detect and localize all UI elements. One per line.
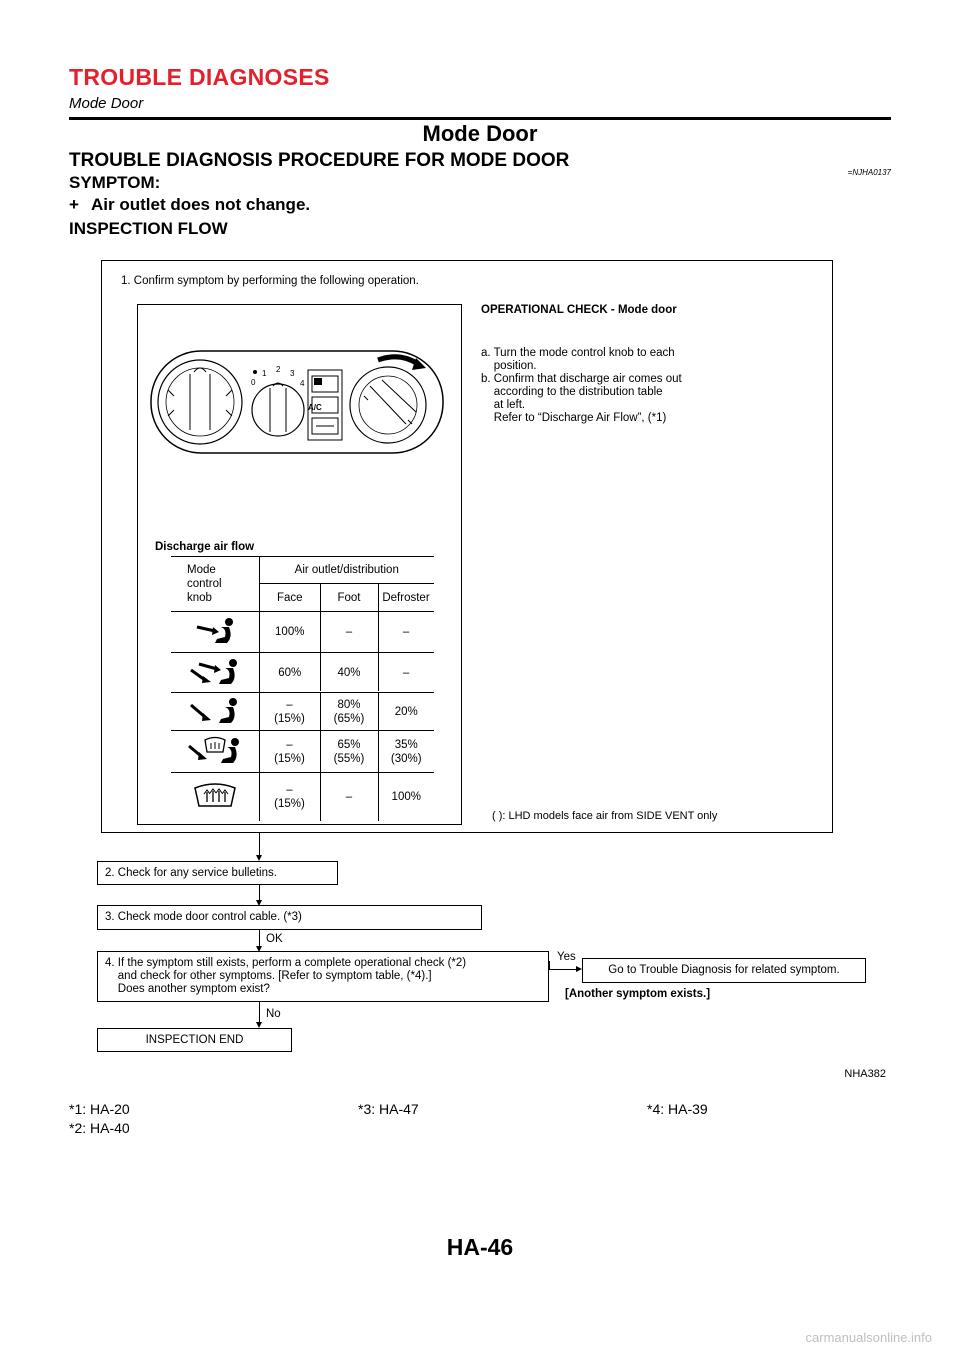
column-header-defroster: Defroster [378,584,434,612]
foot-cell [320,773,378,821]
temperature-knob [158,360,242,444]
step2-text: 2. Check for any service bulletins. [105,867,277,879]
defroster-cell [378,653,434,693]
operational-check-step-a [481,347,675,373]
operational-check-step-b [481,373,682,425]
cell-line: – [345,626,353,638]
cell-line: – [286,783,293,796]
yes-label: Yes [557,951,576,963]
table-divider [320,583,321,691]
figure-code: NHA382 [844,1068,886,1080]
header-rule [69,117,891,120]
cell-line: – [286,698,293,711]
cell-line: – [402,626,410,638]
reference-code: =NJHA0137 [847,168,891,177]
fan-mark-0: 0 [251,378,256,387]
ok-label: OK [266,933,283,945]
control-panel-illustration [150,350,445,455]
footnote-ref-2: *2: HA-40 [69,1120,130,1136]
ac-button-label: A/C [308,403,322,412]
symptom-text: Air outlet does not change. [91,195,311,214]
foot-cell [320,653,378,693]
mode-defrost-icon [191,782,239,808]
step1-text: 1. Confirm symptom by performing the following operation. [121,275,419,287]
inspection-flow-label: INSPECTION FLOW [69,219,228,238]
step-b-line: according to the distribution table [481,386,663,398]
button-column [308,370,342,440]
cell-line: 20% [394,705,418,718]
fan-mark-4: 4 [300,379,305,388]
cell-line: 100% [391,790,421,803]
step4-line: Does another symptom exist? [105,983,270,995]
footnote-ref-1: *1: HA-20 [69,1101,130,1117]
cell-line: 100% [275,626,305,638]
table-row [171,612,434,653]
step-a-line: position. [481,360,537,372]
cell-line: 65% [337,738,361,751]
discharge-table-title: Discharge air flow [155,541,255,553]
flow-line [549,969,578,970]
step-b-line: at left. [481,399,526,411]
related-symptom-text: Go to Trouble Diagnosis for related symptom. [608,964,840,976]
footnote-ref-3: *3: HA-47 [358,1101,419,1117]
defroster-cell [378,612,434,653]
discharge-air-flow-table [171,556,434,821]
defroster-cell [378,693,434,731]
column-header-foot: Foot [320,584,378,612]
fan-mark-1: 1 [262,369,267,378]
cell-line: (15%) [274,797,305,810]
mode-foot-defrost-icon [187,736,243,764]
section-title: Mode Door [422,121,538,146]
cell-line: (55%) [333,752,365,765]
symptom-item [69,195,310,215]
table-row [171,653,434,693]
fan-mark-2: 2 [276,365,281,374]
cell-line: 60% [278,666,302,679]
step4-line: 4. If the symptom still exists, perform a complete operational check (*2) [105,957,467,969]
table-row [171,731,434,773]
step4-line: and check for other symptoms. [Refer to symptom table, (*4).] [105,970,432,982]
face-cell [259,612,320,653]
cell-line: (15%) [274,712,305,725]
operational-check-title: OPERATIONAL CHECK - Mode door [481,304,677,316]
another-symptom-label: [Another symptom exists.] [565,988,711,1000]
related-symptom-box [582,958,866,983]
step-b-line: b. Confirm that discharge air comes out [481,373,682,385]
step-b-line: Refer to “Discharge Air Flow”, (*1) [481,412,667,424]
legend-note: ( ): LHD models face air from SIDE VENT only [492,810,718,822]
cell-line: (15%) [274,752,305,765]
cell-line: (30%) [390,752,422,765]
cell-line: 35% [394,738,418,751]
column-header-face: Face [259,584,320,612]
defroster-cell [378,731,434,773]
cell-line: – [345,790,353,803]
symptom-label: SYMPTOM: [69,173,161,192]
foot-cell [320,612,378,653]
step4-box [97,951,549,1002]
bullet-mark: + [69,195,79,214]
mode-vent-icon [193,617,237,643]
knob-header-line: Mode [187,564,216,576]
footnote-ref-4: *4: HA-39 [647,1101,708,1117]
knob-header-line: control [187,578,222,590]
table-divider [378,583,379,691]
step2-box [97,861,338,885]
knob-header [171,557,259,612]
cell-line: (65%) [333,712,365,725]
group-header: Air outlet/distribution [294,564,399,576]
foot-cell [320,693,378,731]
cell-line: – [402,666,410,679]
watermark: carmanualsonline.info [805,1330,932,1345]
page-number: HA-46 [446,1234,514,1260]
inspection-end-text: INSPECTION END [145,1034,244,1046]
foot-cell [320,731,378,773]
inspection-end-box [97,1028,292,1052]
mode-bilevel-icon [189,658,241,684]
step-a-line: a. Turn the mode control knob to each [481,347,675,359]
mode-foot-icon [189,697,241,723]
table-row [171,773,434,821]
fan-mark-3: 3 [290,369,295,378]
cell-line: 80% [337,698,361,711]
procedure-title: TROUBLE DIAGNOSIS PROCEDURE FOR MODE DOOR [69,150,570,171]
face-cell [259,773,320,821]
no-label: No [266,1008,281,1020]
face-cell [259,693,320,731]
knob-header-line: knob [187,592,212,604]
table-row [171,693,434,731]
step3-text: 3. Check mode door control cable. (*3) [105,911,302,923]
running-header-title: TROUBLE DIAGNOSES [69,64,330,90]
face-cell [259,731,320,773]
face-cell [259,653,320,693]
running-header-subtitle: Mode Door [69,95,144,112]
step3-box [97,905,482,930]
defroster-cell [378,773,434,821]
cell-line: 40% [337,666,361,679]
cell-line: – [286,738,293,751]
